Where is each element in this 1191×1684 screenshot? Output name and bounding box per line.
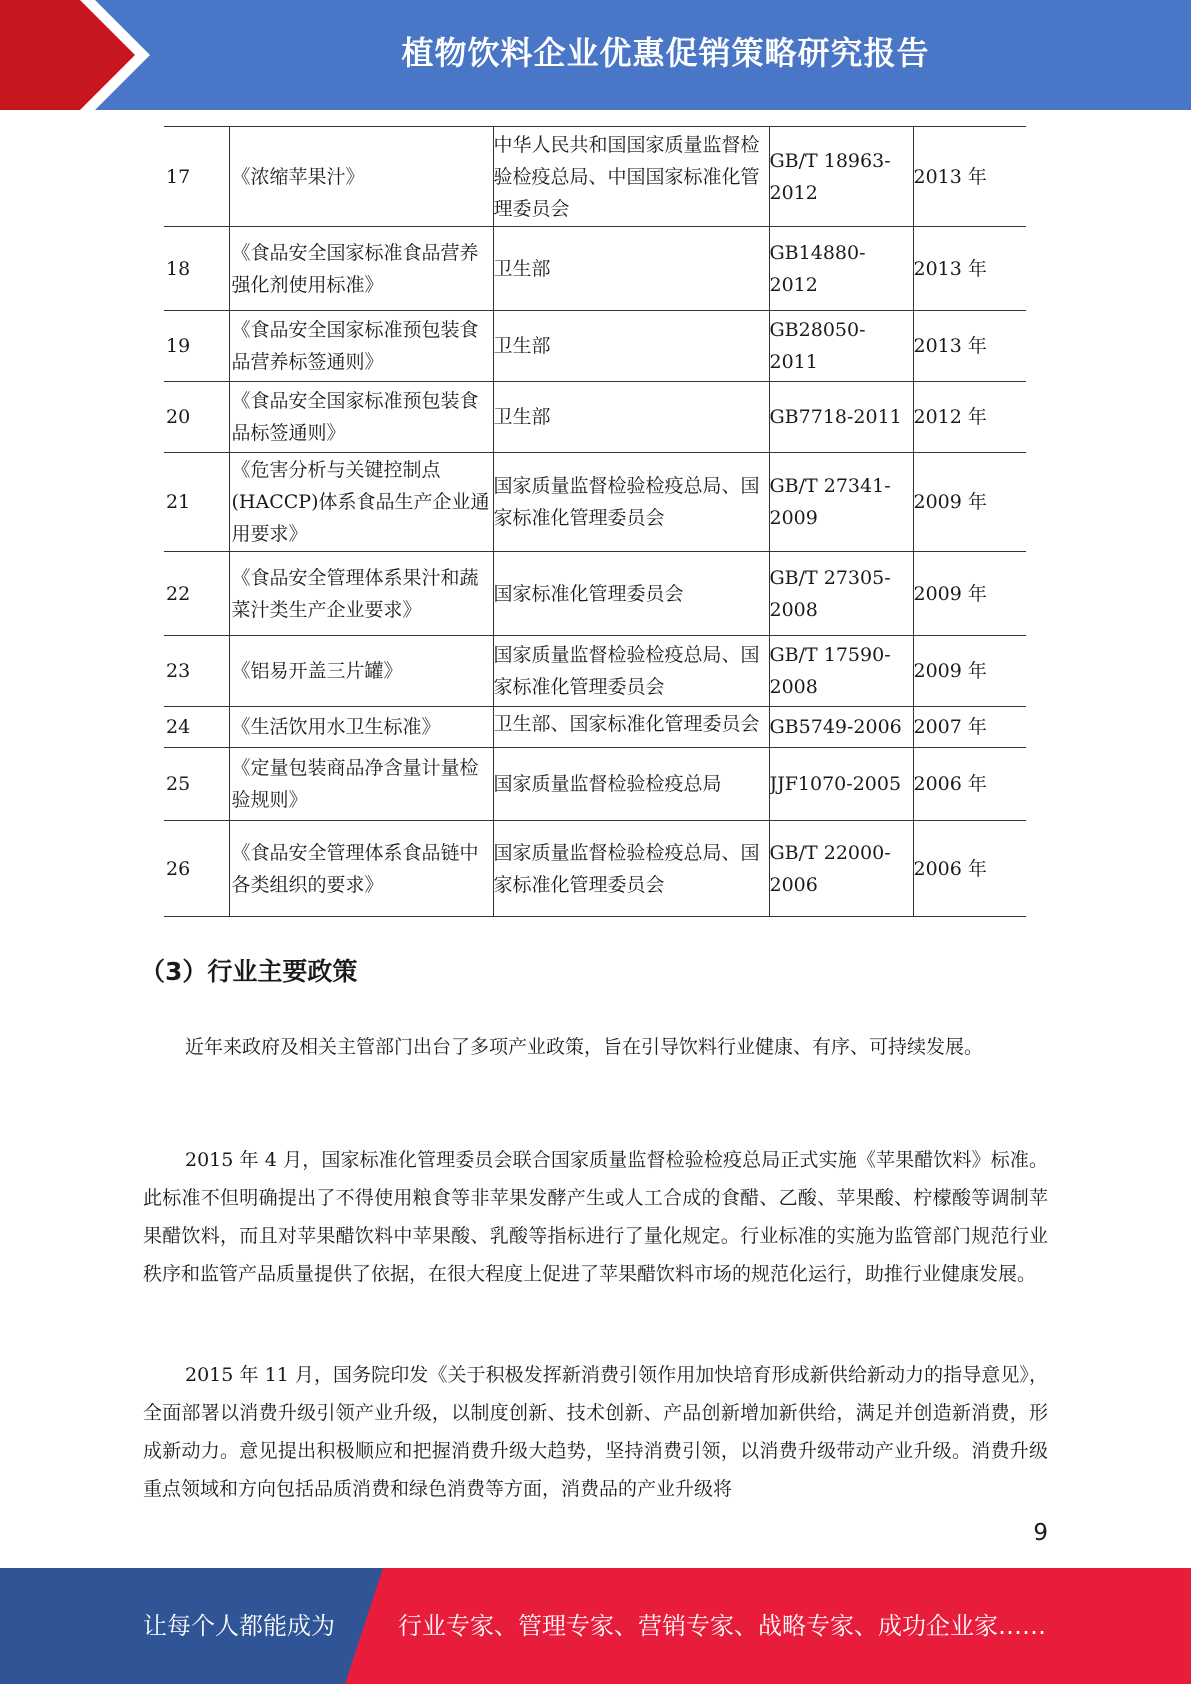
table-row xyxy=(164,636,1026,707)
standard-code: GB14880-2012 xyxy=(769,227,913,311)
page-header xyxy=(0,0,1191,110)
standard-code: GB/T 22000-2006 xyxy=(769,821,913,917)
standard-name: 《危害分析与关键控制点(HACCP)体系食品生产企业通用要求》 xyxy=(229,453,493,552)
table-row xyxy=(164,311,1026,382)
table-row xyxy=(164,127,1026,227)
standard-name: 《铝易开盖三片罐》 xyxy=(229,636,493,707)
standard-code: GB/T 18963-2012 xyxy=(769,127,913,227)
table-row xyxy=(164,552,1026,636)
effective-year: 2009 年 xyxy=(913,552,1026,636)
section-heading: （3）行业主要政策 xyxy=(140,957,358,986)
effective-year: 2013 年 xyxy=(913,127,1026,227)
row-number: 26 xyxy=(164,821,229,917)
table-row xyxy=(164,821,1026,917)
effective-year: 2013 年 xyxy=(913,227,1026,311)
row-number: 23 xyxy=(164,636,229,707)
page-number: 9 xyxy=(1033,1520,1048,1546)
table-row xyxy=(164,453,1026,552)
issuing-authority: 卫生部 xyxy=(493,227,769,311)
row-number: 21 xyxy=(164,453,229,552)
row-number: 24 xyxy=(164,707,229,748)
standard-code: GB7718-2011 xyxy=(769,382,913,453)
issuing-authority: 卫生部 xyxy=(493,311,769,382)
paragraph: 2015 年 4 月，国家标准化管理委员会联合国家质量监督检验检疫总局正式实施《苹果醋饮料》标准。此标准不但明确提出了不得使用粮食等非苹果发酵产生或人工合成的食醋、乙酸、苹果酸、柠檬酸等调制苹果醋饮料，而且对苹果醋饮料中苹果酸、乳酸等指标进行了量化规定。行业标准的实施为监管部门规范行业秩序和监管产品质量提供了依据，在很大程度上促进了苹果醋饮料市场的规范化运行，助推行业健康发展。 xyxy=(143,1149,1048,1285)
standard-name: 《食品安全管理体系食品链中各类组织的要求》 xyxy=(229,821,493,917)
issuing-authority: 国家标准化管理委员会 xyxy=(493,552,769,636)
issuing-authority: 中华人民共和国国家质量监督检验检疫总局、中国国家标准化管理委员会 xyxy=(493,127,769,227)
row-number: 22 xyxy=(164,552,229,636)
standard-code: JJF1070-2005 xyxy=(769,748,913,821)
issuing-authority: 国家质量监督检验检疫总局 xyxy=(493,748,769,821)
standard-code: GB/T 17590-2008 xyxy=(769,636,913,707)
standard-code: GB/T 27305-2008 xyxy=(769,552,913,636)
table-row xyxy=(164,748,1026,821)
table-row xyxy=(164,227,1026,311)
table-row xyxy=(164,707,1026,748)
effective-year: 2007 年 xyxy=(913,707,1026,748)
issuing-authority: 国家质量监督检验检疫总局、国家标准化管理委员会 xyxy=(493,453,769,552)
footer-roles: 行业专家、管理专家、营销专家、战略专家、成功企业家…… xyxy=(398,1612,1046,1640)
standard-name: 《食品安全国家标准预包装食品标签通则》 xyxy=(229,382,493,453)
standard-name: 《生活饮用水卫生标准》 xyxy=(229,707,493,748)
standard-code: GB28050-2011 xyxy=(769,311,913,382)
effective-year: 2012 年 xyxy=(913,382,1026,453)
paragraph: 2015 年 11 月，国务院印发《关于积极发挥新消费引领作用加快培育形成新供给新动力的指导意见》，全面部署以消费升级引领产业升级，以制度创新、技术创新、产品创新增加新供给，满足并创造新消费，形成新动力。意见提出积极顺应和把握消费升级大趋势，坚持消费引领，以消费升级带动产业升级。消费升级重点领域和方向包括品质消费和绿色消费等方面，消费品的产业升级将 xyxy=(143,1364,1048,1500)
standard-name: 《浓缩苹果汁》 xyxy=(229,127,493,227)
effective-year: 2009 年 xyxy=(913,453,1026,552)
row-number: 25 xyxy=(164,748,229,821)
page-footer xyxy=(0,1568,1191,1684)
effective-year: 2006 年 xyxy=(913,748,1026,821)
standard-name: 《食品安全国家标准预包装食品营养标签通则》 xyxy=(229,311,493,382)
table-row xyxy=(164,382,1026,453)
row-number: 17 xyxy=(164,127,229,227)
issuing-authority: 国家质量监督检验检疫总局、国家标准化管理委员会 xyxy=(493,636,769,707)
paragraph: 近年来政府及相关主管部门出台了多项产业政策，旨在引导饮料行业健康、有序、可持续发展。 xyxy=(185,1036,984,1058)
issuing-authority xyxy=(493,707,769,748)
standard-name: 《食品安全管理体系果汁和蔬菜汁类生产企业要求》 xyxy=(229,552,493,636)
issuing-authority: 国家质量监督检验检疫总局、国家标准化管理委员会 xyxy=(493,821,769,917)
effective-year: 2006 年 xyxy=(913,821,1026,917)
row-number: 19 xyxy=(164,311,229,382)
effective-year: 2009 年 xyxy=(913,636,1026,707)
row-number: 20 xyxy=(164,382,229,453)
header-chevron-decoration xyxy=(0,0,160,110)
footer-slogan: 让每个人都能成为 xyxy=(143,1612,335,1640)
standard-code: GB/T 27341-2009 xyxy=(769,453,913,552)
report-title: 植物饮料企业优惠促销策略研究报告 xyxy=(401,34,930,72)
standard-name: 《食品安全国家标准食品营养强化剂使用标准》 xyxy=(229,227,493,311)
effective-year: 2013 年 xyxy=(913,311,1026,382)
row-number: 18 xyxy=(164,227,229,311)
issuing-authority-text: 卫生部、国家标准化管理委员会 xyxy=(493,713,760,735)
standards-table xyxy=(164,126,1026,917)
standard-code: GB5749-2006 xyxy=(769,707,913,748)
issuing-authority: 卫生部 xyxy=(493,382,769,453)
standard-name: 《定量包装商品净含量计量检验规则》 xyxy=(229,748,493,821)
